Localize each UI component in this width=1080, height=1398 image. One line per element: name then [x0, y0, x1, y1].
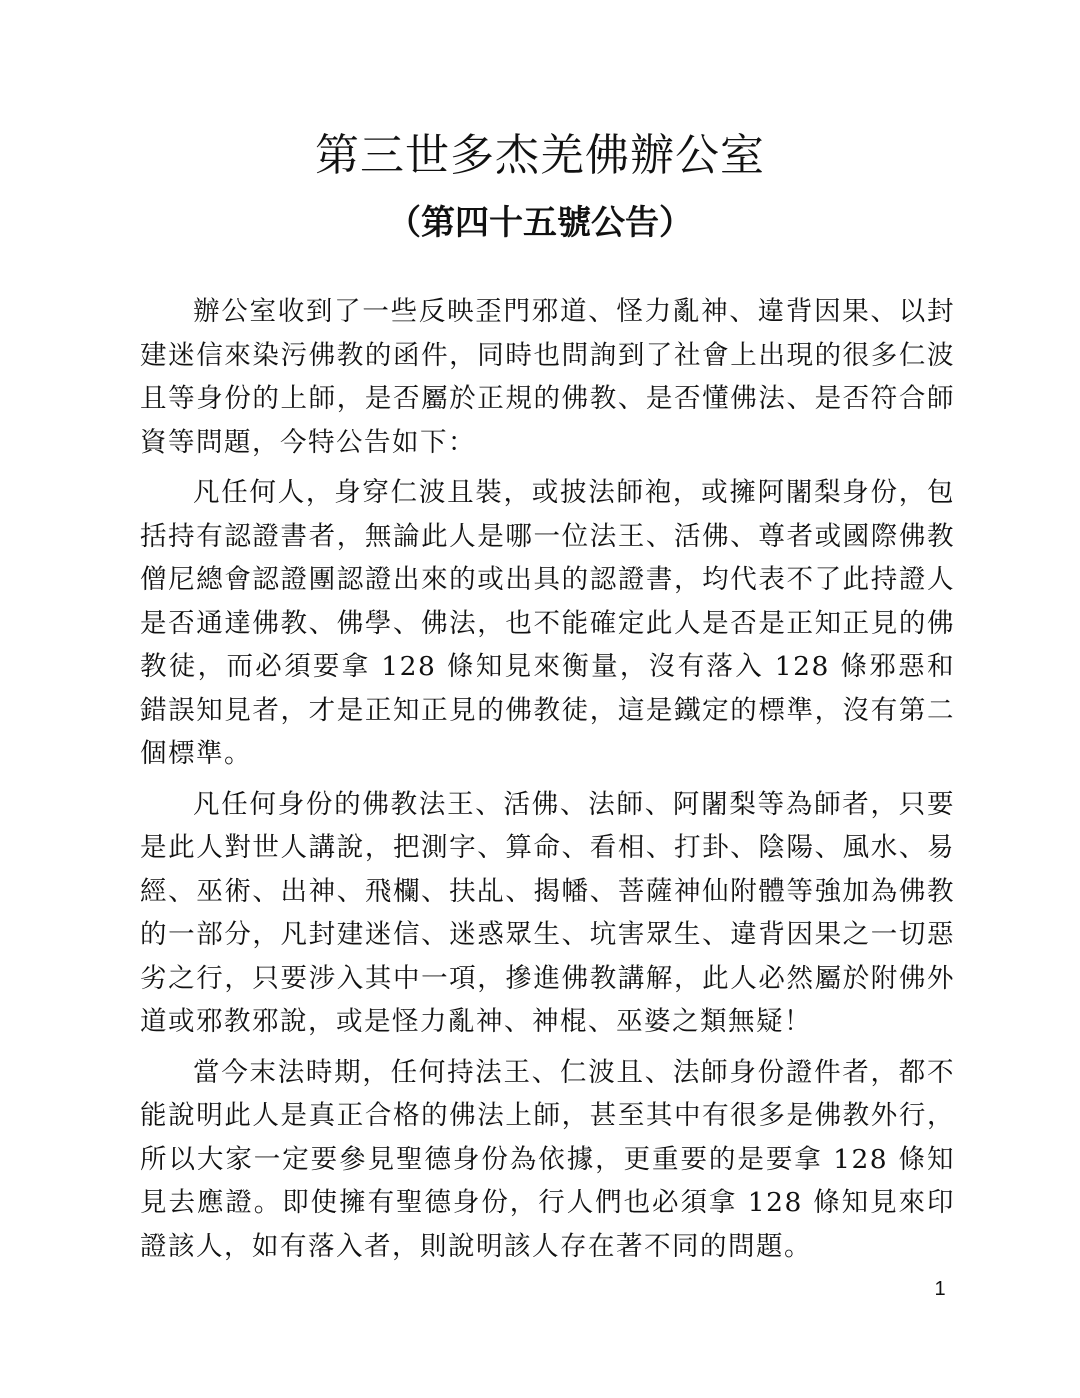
paragraph-1: 辦公室收到了一些反映歪門邪道、怪力亂神、違背因果、以封建迷信來染污佛教的函件，同時也問詢到了社會上出現的很多仁波且等身份的上師，是否屬於正規的佛教、是否懂佛法、是否符合師資等問題，今特公告如下：	[140, 296, 955, 458]
paragraph-3: 凡任何身份的佛教法王、活佛、法師、阿闍梨等為師者，只要是此人對世人講說，把測字、算命、看相、打卦、陰陽、風水、易經、巫術、出神、飛欄、扶乩、揭幡、菩薩神仙附體等強加為佛教的一部分，凡封建迷信、迷惑眾生、坑害眾生、違背因果之一切惡劣之行，只要涉入其中一項，摻進佛教講解，此人必然屬於附佛外道或邪教邪說，或是怪力亂神、神棍、巫婆之類無疑！	[140, 788, 955, 1037]
announcement-body	[140, 290, 955, 1275]
paragraph-4: 當今末法時期，任何持法王、仁波且、法師身份證件者，都不能說明此人是真正合格的佛法上師，甚至其中有很多是佛教外行，所以大家一定要參見聖德身份為依據，更重要的是要拿 128 條知見去應證。即使擁有聖德身份，行人們也必須拿 128 條知見來印證該人，如有落入者，則說明該人存在著不同的問題。	[140, 1056, 955, 1262]
page-title: 第三世多杰羌佛辦公室	[315, 130, 765, 181]
paragraph-2: 凡任何人，身穿仁波且裝，或披法師袍，或擁阿闍梨身份，包括持有認證書者，無論此人是哪一位法王、活佛、尊者或國際佛教僧尼總會認證團認證出來的或出具的認證書，均代表不了此持證人是否通達佛教、佛學、佛法，也不能確定此人是否是正知正見的佛教徒，而必須要拿 128 條知見來衡量，沒有落入 128 條邪惡和錯誤知見者，才是正知正見的佛教徒，這是鐵定的標準，沒有第二個標準。	[140, 477, 955, 769]
announcement-number: （第四十五號公告）	[387, 203, 693, 243]
page-number: 1	[934, 1278, 946, 1300]
